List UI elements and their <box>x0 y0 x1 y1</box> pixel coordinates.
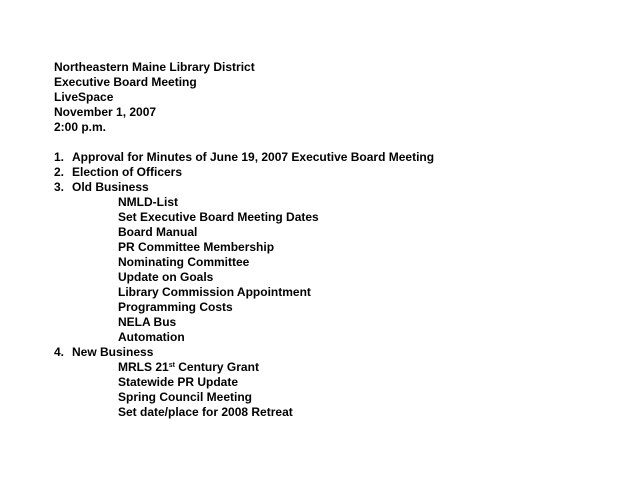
new-business-subitem: Set date/place for 2008 Retreat <box>118 405 293 419</box>
agenda-item-label: Old Business <box>72 180 149 194</box>
meeting-time: 2:00 p.m. <box>54 120 107 134</box>
grant-prefix: MRLS 21 <box>118 360 169 374</box>
old-business-subitem: Nominating Committee <box>118 255 250 269</box>
agenda-item-4 <box>54 345 614 360</box>
agenda-item-1 <box>54 150 614 165</box>
spacer <box>54 135 614 150</box>
agenda-item-number: 3. <box>54 180 65 194</box>
meeting-date: November 1, 2007 <box>54 105 157 119</box>
old-business-subitem: Library Commission Appointment <box>118 285 311 299</box>
old-business-subitem: Update on Goals <box>118 270 214 284</box>
agenda-item-number: 1. <box>54 150 65 164</box>
grant-ordinal-suffix: st <box>168 362 175 369</box>
agenda-item-2 <box>54 165 614 180</box>
old-business-subitem: Automation <box>118 330 185 344</box>
grant-suffix: Century Grant <box>174 360 259 374</box>
agenda-item-label: New Business <box>72 345 154 359</box>
old-business-subitem: NELA Bus <box>118 315 177 329</box>
old-business-subitem: Set Executive Board Meeting Dates <box>118 210 319 224</box>
new-business-subitem-grant <box>54 360 614 375</box>
agenda-document <box>54 60 614 420</box>
old-business-subitem: Programming Costs <box>118 300 233 314</box>
organization-name: Northeastern Maine Library District <box>54 60 255 74</box>
old-business-subitem: NMLD-List <box>118 195 178 209</box>
agenda-item-label: Approval for Minutes of June 19, 2007 Executive Board Meeting <box>72 150 435 164</box>
agenda-item-label: Election of Officers <box>72 165 183 179</box>
new-business-subitem: Statewide PR Update <box>118 375 239 389</box>
agenda-item-number: 2. <box>54 165 65 179</box>
old-business-subitem: Board Manual <box>118 225 198 239</box>
meeting-location: LiveSpace <box>54 90 114 104</box>
agenda-item-number: 4. <box>54 345 65 359</box>
old-business-subitem: PR Committee Membership <box>118 240 275 254</box>
new-business-subitem: Spring Council Meeting <box>118 390 252 404</box>
agenda-item-3 <box>54 180 614 195</box>
meeting-title: Executive Board Meeting <box>54 75 197 89</box>
